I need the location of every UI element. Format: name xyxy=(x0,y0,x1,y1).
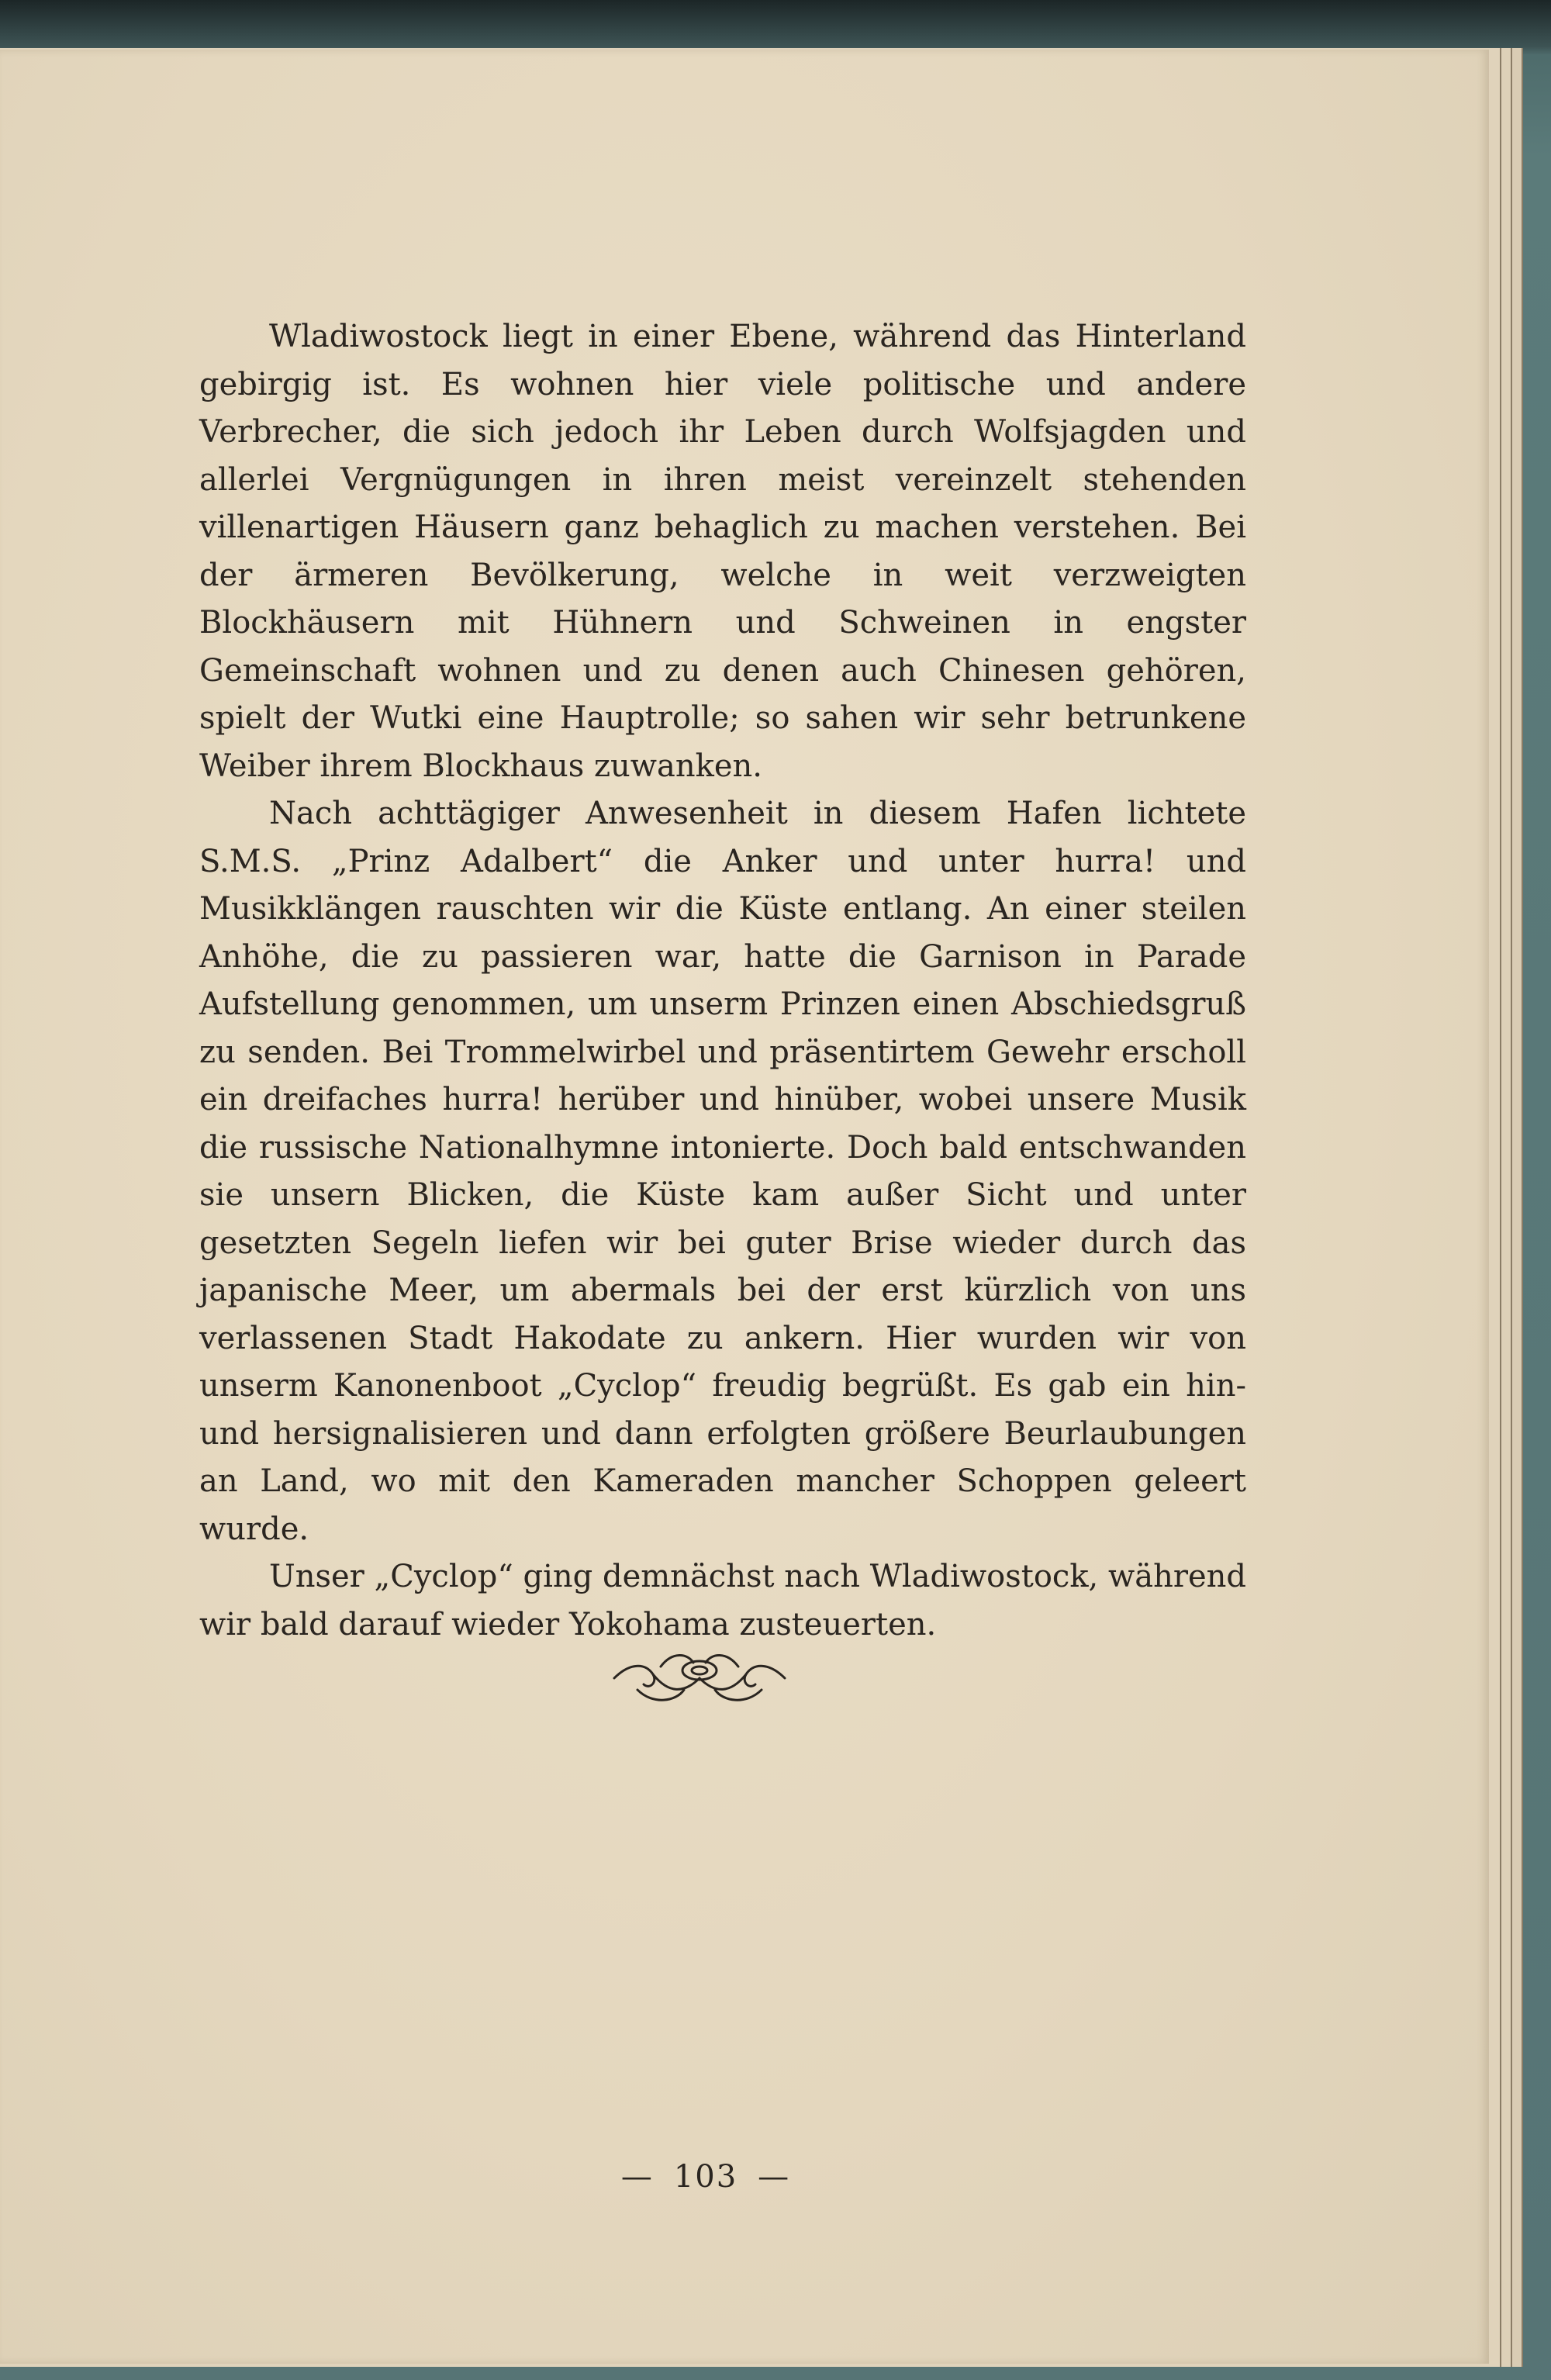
page-number: 103 xyxy=(673,2159,738,2195)
paragraph-departure: Nach achttägiger Anwesenheit in diesem Hafen lichtete S.M.S. „Prinz Adalbert“ die Anker und unter hurra! und Musikklängen rauschten wir die Küste entlang. An einer steilen Anhöhe, die zu passieren war, hatte die Garnison in Parade Aufstellung genommen, um unserm Prinzen einen Abschiedsgruß zu senden. Bei Trommelwirbel und präsentirtem Gewehr erscholl ein dreifaches hurra! herüber und hinüber, wobei unsere Musik die russische Nationalhymne intonierte. Doch bald entschwanden sie unsern Blicken, die Küste kam außer Sicht und unter gesetzten Segeln liefen wir bei guter Brise wieder durch das japanische Meer, um abermals bei der erst kürzlich von uns verlassenen Stadt Hakodate zu ankern. Hier wurden wir von unserm Kanonenboot „Cyclop“ freudig begrüßt. Es gab ein hin- und hersignalisieren und dann erfolgten größere Beurlaubungen an Land, wo mit den Kameraden mancher Schoppen geleert wurde. xyxy=(199,796,1246,1547)
dash-right: — xyxy=(758,2159,791,2195)
cover-top-edge xyxy=(0,0,1551,54)
page-number-line xyxy=(589,2159,822,2195)
paragraph-cyclop: Unser „Cyclop“ ging demnächst nach Wladiwostock, während wir bald darauf wieder Yokohama zusteuerten. xyxy=(199,1559,1246,1643)
dash-left: — xyxy=(620,2159,654,2195)
body-text xyxy=(199,313,1246,1649)
book-page xyxy=(0,50,1489,2364)
paragraph-wladiwostock: Wladiwostock liegt in einer Ebene, während das Hinterland gebirgig ist. Es wohnen hier viele politische und andere Verbrecher, die sich jedoch ihr Leben durch Wolfsjagden und allerlei Vergnügungen in ihren meist vereinzelt stehenden villenartigen Häusern ganz behaglich zu machen verstehen. Bei der ärmeren Bevölkerung, welche in weit verzweigten Blockhäusern mit Hühnern und Schweinen in engster Gemeinschaft wohnen und zu denen auch Chinesen gehören, spielt der Wutki eine Hauptrolle; so sahen wir sehr betrunkene Weiber ihrem Blockhaus zuwanken. xyxy=(199,319,1246,784)
ornament-vignette-icon xyxy=(606,1647,793,1709)
